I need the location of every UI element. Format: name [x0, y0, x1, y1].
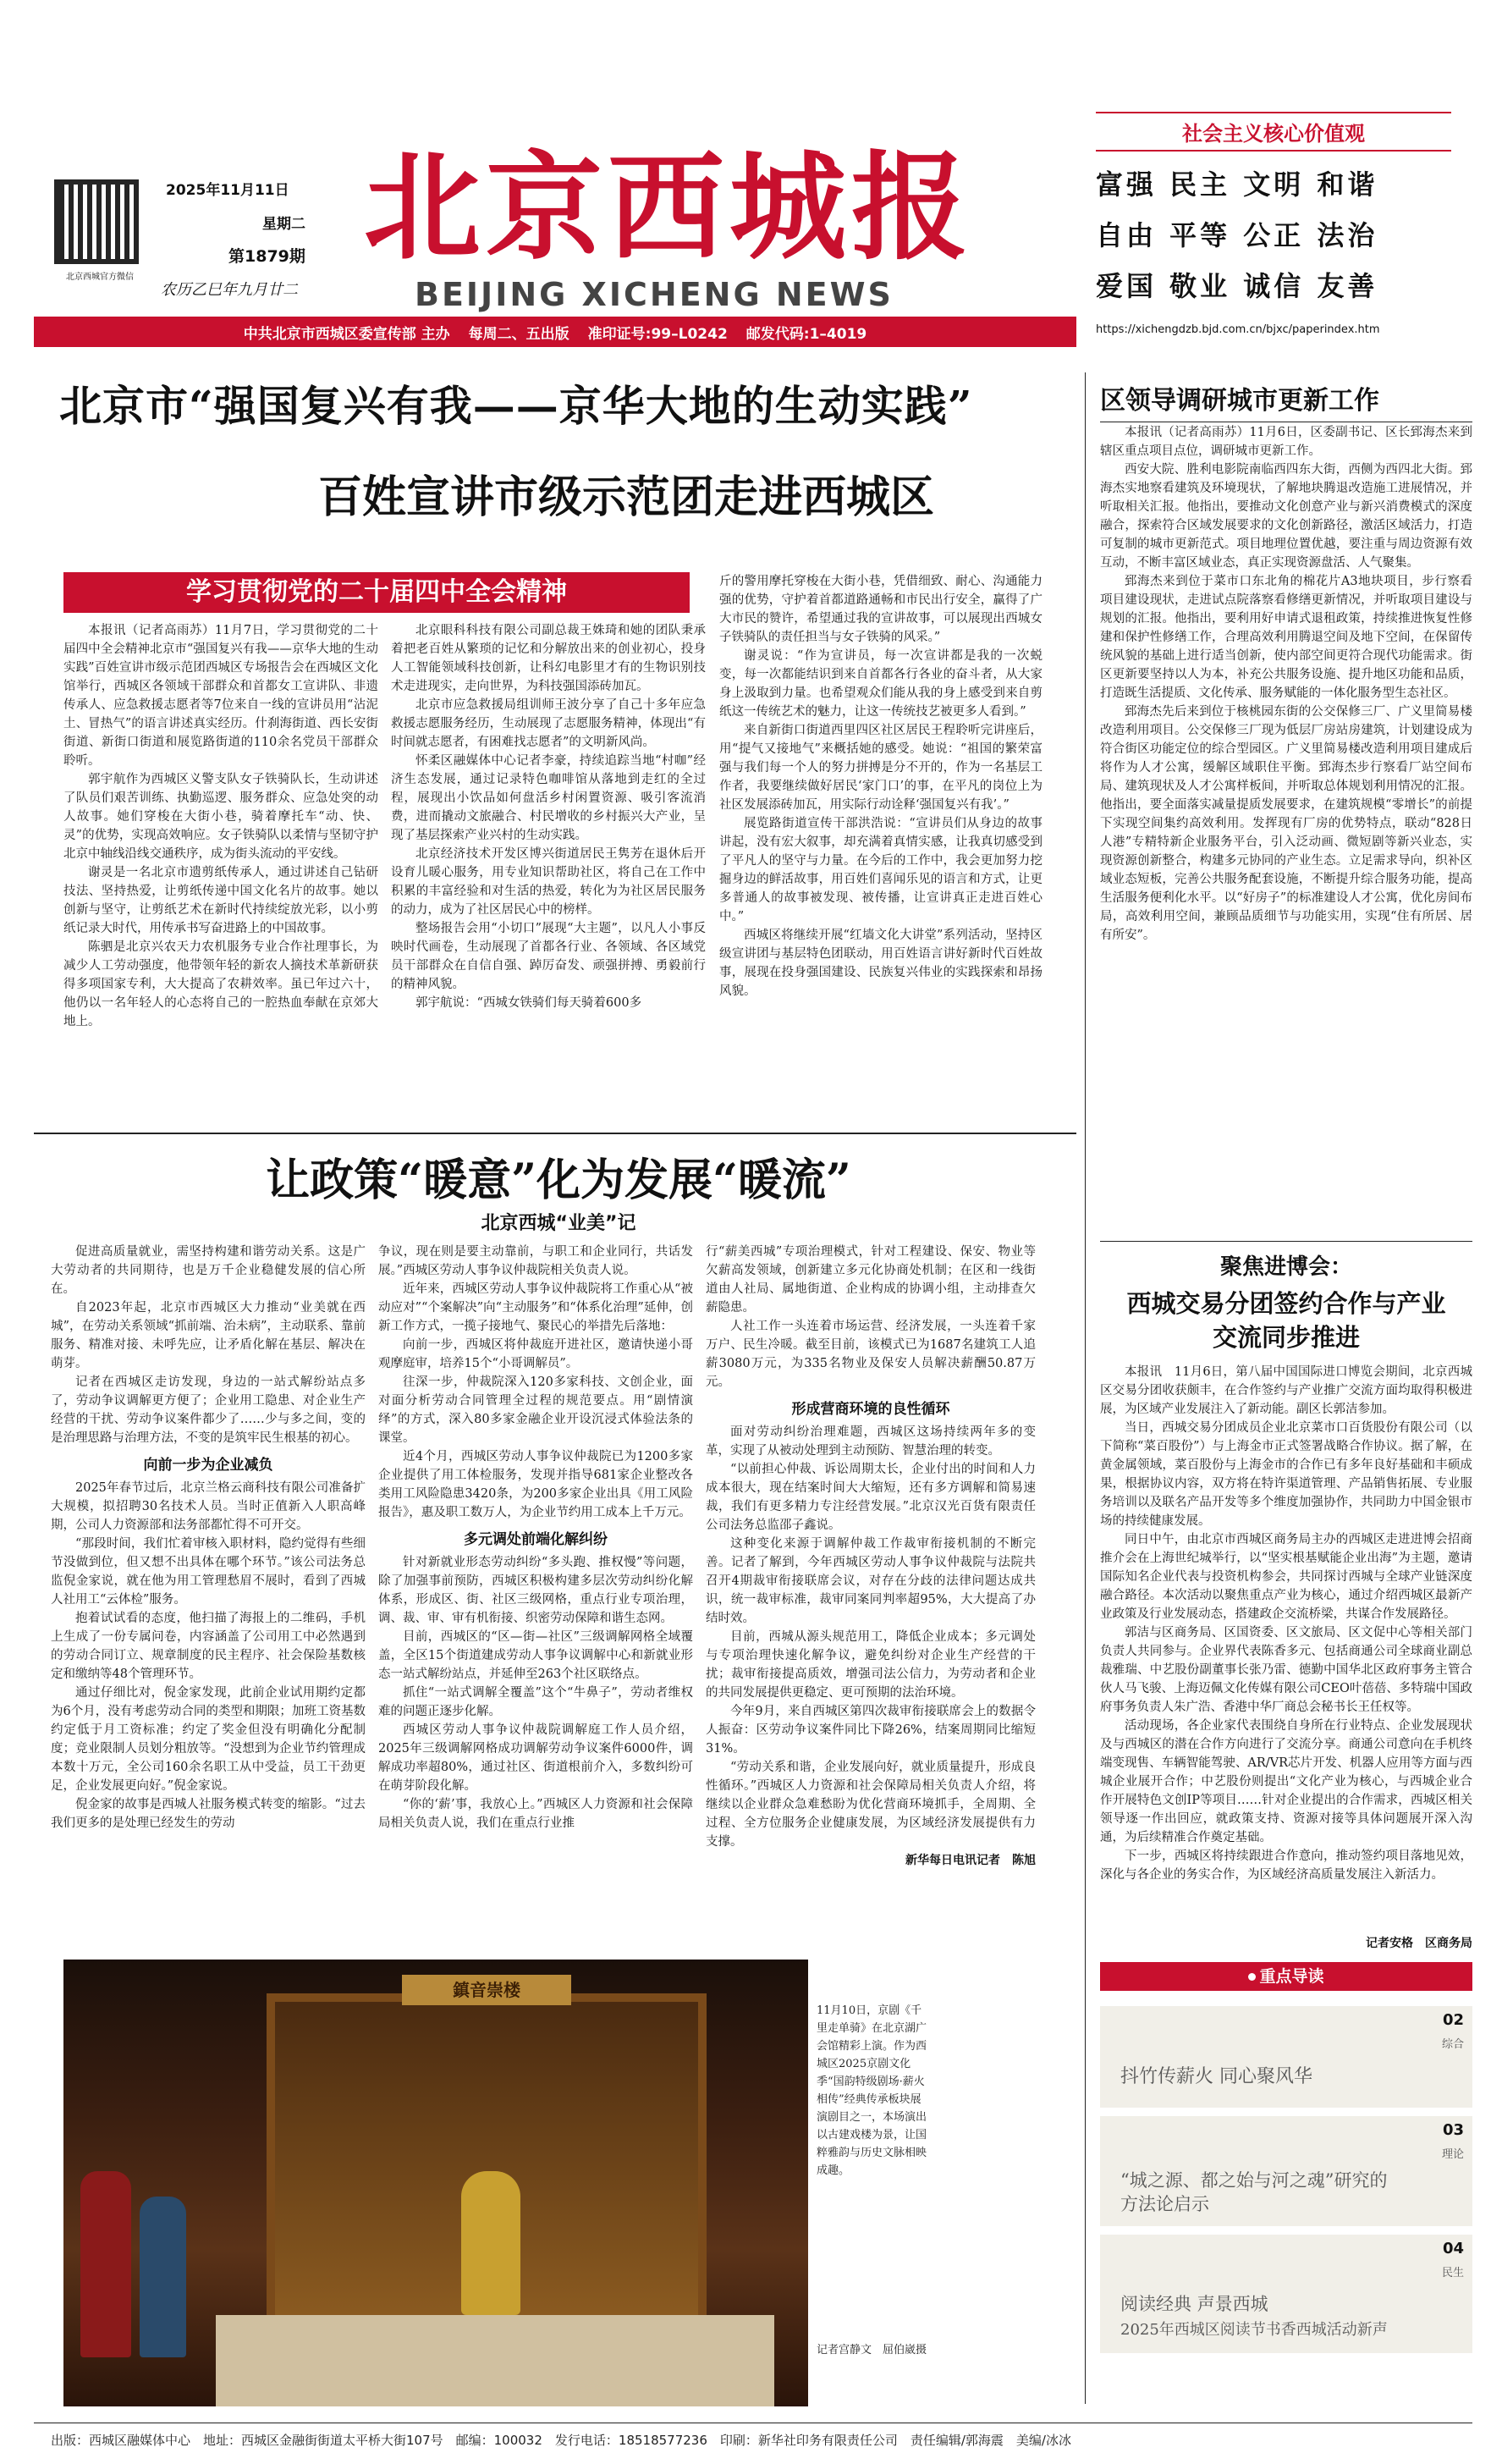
values-row: 富强 民主 文明 和谐: [1096, 168, 1378, 201]
values-title: 社会主义核心价值观: [1096, 112, 1451, 152]
divider: [1100, 1241, 1472, 1242]
subheading: 向前一步为企业减负: [143, 1457, 273, 1474]
guide-page: 02: [1442, 2011, 1464, 2029]
guide-title-text: 重点导读: [1259, 1967, 1324, 1986]
guide-section: 综合: [1441, 2038, 1464, 2051]
values-box: [1096, 112, 1451, 315]
paragraph: 本报讯 11月6日，第八届中国国际进口博览会期间，北京西城区交易分团收获颇丰，在合作签约与产业推广交流方面均取得积极进展，为区域产业发展注入了新动能。副区长郭洁参加。: [1100, 1365, 1472, 1416]
performer: [80, 2171, 131, 2357]
paragraph: 抓住“一站式调解全覆盖”这个“牛鼻子”，劳动者维权难的问题正逐步化解。: [378, 1686, 693, 1718]
side2-byline: 记者安格 区商务局: [1366, 1937, 1472, 1950]
weekday: 星期二: [262, 216, 305, 233]
story2-col-3: [706, 1243, 1036, 1954]
guide-text: 阅读经典 声景西城: [1120, 2294, 1268, 2314]
byline: 新华每日电讯记者 陈旭: [905, 1854, 1036, 1867]
paragraph: 倪金家的故事是西城人社服务模式转变的缩影。“过去我们更多的是处理已经发生的劳动: [51, 1798, 366, 1830]
story2-col-2: [378, 1243, 693, 1954]
masthead-title: 北京西城报: [364, 138, 974, 276]
paragraph: 西城区劳动人事争议仲裁院调解庭工作人员介绍，2025年三级调解网格成功调解劳动争议案件6000件，调解成功率超80%，通过社区、街道根前介入，多数纠纷可在萌芽阶段化解。: [378, 1723, 693, 1793]
lead-subheadline: 百姓宣讲市级示范团走进西城区: [317, 471, 934, 523]
subheading: 形成营商环境的良性循环: [791, 1401, 950, 1418]
stage-plaque: 鎮音崇楼: [402, 1975, 571, 2005]
guide-text: 抖竹传薪火 同心聚风华: [1120, 2066, 1312, 2087]
side2-headline: 西城交易分团签约合作与产业交流同步推进: [1126, 1289, 1446, 1352]
divider: [34, 1133, 1076, 1134]
paragraph: 斤的警用摩托穿梭在大街小巷，凭借细致、耐心、沟通能力强的优势，守护着首都道路通畅和市民出行安全，赢得了广大市民的赞许，希望通过我的宣讲故事，可以展现出西城女子铁骑队的责任担当与女子铁骑的风采。”: [719, 575, 1043, 644]
paragraph: 本报讯（记者高雨苏）11月6日，区委副书记、区长郅海杰来到辖区重点项目点位，调研城市更新工作。: [1100, 426, 1472, 458]
paragraph: 本报讯（记者高雨苏）11月7日，学习贯彻党的二十届四中全会精神北京市“强国复兴有我——京华大地的生动实践”百姓宣讲市级示范团西城区专场报告会在西城区文化馆举行，西城区各领域干部群众和首都女工宣讲队、非遗传承人、应急救援志愿者等7位来自一线的宣讲员用“沾泥土、冒热气”的语言讲述真实经历。什刹海街道、西长安街街道、新街口街道和展览路街道的110余名党员干部群众聆听。: [63, 624, 378, 768]
paragraph: 自2023年起，北京市西城区大力推动“业美就在西城”，在劳动关系领域“抓前端、治未病”，主动联系、靠前服务、精准对接、未呼先应，让矛盾化解在基层、解决在萌芽。: [51, 1301, 366, 1370]
date: 2025年11月11日: [166, 182, 289, 199]
masthead-bar: [34, 317, 1076, 347]
paragraph: 针对新就业形态劳动纠纷“多头跑、推权慢”等问题，除了加强事前预防，西城区积极构建多层次劳动纠纷化解体系，形成区、街、社区三级网格，重点行业专项治理，调、裁、审、审有机衔接、织密劳动保障和谐生态网。: [378, 1556, 693, 1625]
paragraph: 谢灵是一名北京市遗剪纸传承人，通过讲述自己钻研技法、坚持热爱，让剪纸传递中国文化名片的故事。她以创新与坚守，让剪纸艺术在新时代持续绽放光彩，以小剪纸记录大时代，用传承书写奋进路上的中国故事。: [63, 866, 378, 935]
paragraph: 郭宇航作为西城区义警支队女子铁骑队长，生动讲述了队员们艰苦训练、执勤巡逻、服务群众、应急处突的动人故事。她们穿梭在大街小巷，骑着摩托车“动、快、灵”的优势，实现高效响应。女子铁骑队以柔情与坚韧守护北京中轴线沿线交通秩序，成为街头流动的平安线。: [63, 773, 378, 861]
paragraph: 郭洁与区商务局、区国资委、区文旅局、区文促中心等相关部门负责人共同参与。企业界代表陈香多元、包括商通公司全球商业副总裁雅瑞、中艺股份副董事长张乃雷、德勤中国华北区政府事务主管合伙人马飞骏、上海迈佩文化传媒有限公司CEO叶蓓蓓、多特瑞中国政府事务负责人朱广浩、香港中华厂商总会秘书长王任权等。: [1100, 1626, 1472, 1714]
lead-col-3: [719, 572, 1043, 1000]
paragraph: 往深一步，仲裁院深入120多家科技、文创企业，面对面分析劳动合同管理全过程的规范要点。用“剧情演绎”的方式，深入80多家金融企业开设沉浸式体验法条的课堂。: [378, 1375, 693, 1445]
paragraph: 向前一步，西城区将仲裁庭开进社区，邀请快递小哥观摩庭审，培养15个“小哥调解员”。: [378, 1338, 693, 1370]
paragraph: “你的‘薪’事，我放心上。”西城区人力资源和社会保障局相关负责人说，我们在重点行业推: [378, 1798, 693, 1830]
lead-col-2: [391, 621, 706, 1012]
side1-body: [1100, 423, 1472, 945]
photo-caption: 11月10日，京剧《千里走单骑》在北京湖广会馆精彩上演。作为西城区2025京剧文化季“国韵特级剧场·薪火相传”经典传承板块展演剧目之一，本场演出以古建戏楼为景，让国粹雅韵与历史文脉相映成趣。: [817, 2004, 927, 2177]
lead-headline: 北京市“强国复兴有我——京华大地的生动实践”: [59, 381, 973, 431]
issue: 第1879期: [228, 247, 305, 266]
paragraph: 北京经济技术开发区博兴街道居民王隽芳在退休后开设育儿暖心服务，用专业知识帮助社区，将自己在工作中积累的丰富经验和对生活的热爱，转化为为社区居民服务的动力，成为了社区居民心中的榜样。: [391, 847, 706, 917]
photo-credit: 记者宫静文 屈伯崴摄: [817, 2344, 927, 2357]
paragraph: 今年9月，来自西城区第四次裁审衔接联席会上的数据令人振奋：区劳动争议案件同比下降26%，结案周期同比缩短31%。: [706, 1705, 1036, 1756]
paragraph: 通过仔细比对，倪金家发现，此前企业试用期约定都为6个月，没有考虑劳动合同的类型和期限；加班工资基数约定低于月工资标准；约定了奖金但没有明确化分配制度；竞业限制人员划分粗放等。“没想到为企业节约管理成本数十万元，全公司160余名职工从中受益，员工干劲更足，企业发展更向好。”倪金家说。: [51, 1686, 366, 1793]
paragraph: 来自新街口街道西里四区社区居民王程聆听完讲座后，用“提气又接地气”来概括她的感受。她说：“祖国的繁荣富强与我们每一个人的努力拼搏是分不开的，作为一名基层工作者，我要继续做好居民‘家门口’的事，在平凡的岗位上为社区发展添砖加瓦，用实际行动诠释‘强国复兴有我’。”: [719, 724, 1043, 812]
values-row: 爱国 敬业 诚信 友善: [1096, 270, 1378, 302]
qr-caption: 北京西城官方微信: [66, 273, 134, 282]
paragraph: 促进高质量就业，需坚持构建和谐劳动关系。这是广大劳动者的共同期待，也是万千企业稳健发展的信心所在。: [51, 1245, 366, 1296]
paragraph: 当日，西城交易分团成员企业北京菜市口百货股份有限公司（以下简称“菜百股份”）与上海金市正式签署战略合作协议。据了解，在黄金属领域，菜百股份与上海金市的合作已有多年良好基础和丰硕成果，根据协议内容，双方将在特许渠道管理、产品销售拓展、专业服务培训以及联名产品开发等多个维度加强协作，共同助力中国金银市场的持续健康发展。: [1100, 1421, 1472, 1528]
paragraph: 整场报告会用“小切口”展现“大主题”，以凡人小事反映时代画卷，生动展现了首都各行业、各领域、各区域党员干部群众在自信自强、踔厉奋发、顽强拼搏、勇毅前行的精神风貌。: [391, 922, 706, 991]
paragraph: 郅海杰先后来到位于核桃园东街的公交保修三厂、广义里简易楼改造利用项目。公交保修三厂现为低层厂房站房建筑，计划建设成为符合街区功能定位的综合型园区。广义里简易楼改造利用项目建成后将作为人才公寓，缓解区域职住平衡。郅海杰步行察看厂站空间布局、建筑现状及人才公寓样板间，并听取总体规划利用情况的汇报。他指出，要全面落实减量提质发展要求，在建筑规模“零增长”的前提下实现空间集约高效利用。发挥现有厂房的优势特点，联动“828日人港”专精特新企业服务平台，引入泛动画、微短剧等新兴业态，实现资源创新整合，构建多元协同的产业生态。立足需求导向，织补区域业态短板，完善公共服务配套设施，不断提升综合服务功能，提高生活服务便利化水平。以“好房子”的标准建设人才公寓，优化房间布局，高效利用空间，兼顾品质细节与功能实用，实现“住有所居、居有所安”。: [1100, 705, 1472, 942]
lead-col-1: [63, 621, 378, 1031]
lead-banner: 学习贯彻党的二十届四中全会精神: [63, 572, 690, 613]
subheading: 多元调处前端化解纠纷: [464, 1531, 608, 1548]
paragraph: 面对劳动纠纷治理难题，西城区这场持续两年多的变革，实现了从被动处理到主动预防、智慧治理的转变。: [706, 1425, 1036, 1458]
opera-photo[interactable]: [63, 1960, 935, 2406]
paragraph: “劳动关系和谐，企业发展向好，就业质量提升，形成良性循环。”西城区人力资源和社会保障局相关负责人介绍，将继续以企业群众急难愁盼为优化营商环境抓手，全周期、全过程、全方位服务企业健康发展，为区域经济发展提供有力支撑。: [706, 1761, 1036, 1849]
performer: [140, 2197, 186, 2357]
paragraph: 近4个月，西城区劳动人事争议仲裁院已为1200多家企业提供了用工体检服务，发现并指导681家企业整改各类用工风险隐患3420条，为200多家企业出具《用工风险报告》，惠及职工数万人，为企业节约用工成本上千万元。: [378, 1450, 693, 1519]
paragraph: 下一步，西城区将持续跟进合作意向，推动签约项目落地见效，深化与各企业的务实合作，为区域经济高质量发展注入新活力。: [1100, 1849, 1472, 1882]
paragraph: 近年来，西城区劳动人事争议仲裁院将工作重心从“被动应对”“个案解决”向“主动服务”和“体系化治理”延伸，创新工作方式，一揽子接地气、聚民心的举措先后落地：: [378, 1282, 693, 1333]
story2-subhead: 北京西城“业美”记: [481, 1213, 636, 1234]
guide-item[interactable]: [1100, 2006, 1472, 2108]
paragraph: 陈驷是北京兴农天力农机服务专业合作社理事长，为减少人工劳动强度，他带领年轻的新农人摘技术革新研获得多项国家专利，大大提高了农耕效率。虽已年过六十，他仍以一名年轻人的心态将自己的一腔热血奉献在京郊大地上。: [63, 940, 378, 1028]
paragraph: 2025年春节过后，北京兰格云商科技有限公司准备扩大规模，拟招聘30名技术人员。当时正值新入人职高峰期，公司人力资源部和法务部都忙得不可开交。: [51, 1481, 366, 1532]
story2-headline: 让政策“暖意”化为发展“暖流”: [266, 1155, 851, 1206]
guide-item[interactable]: [1100, 2116, 1472, 2226]
stage-floor: [216, 2315, 774, 2406]
paragraph: 活动现场，各企业家代表围绕自身所在行业特点、企业发展现状及与西城区的潜在合作方向进行了交流分享。商通公司意向在手机终端变现售、车辆智能驾驶、AR/VR芯片开发、机器人应用等方面与西城企业展开合作；中艺股份则提出“文化产业为核心，与西城企业合作开展特色文创IP等项目……针对企业提出的合作需求，西城区相关领导逐一作出回应，就政策支持、资源对接等具体问题展开深入沟通，为后续精准合作奠定基础。: [1100, 1719, 1472, 1844]
story2-col-1: [51, 1243, 366, 1954]
guide-section: 理论: [1441, 2148, 1464, 2161]
guide-page: 03: [1442, 2121, 1464, 2139]
paragraph: 怀柔区融媒体中心记者李豪，持续追踪当地“村咖”经济生态发展，通过记录特色咖啡馆从落地到走红的全过程，展现出小饮品如何盘活乡村闲置资源、吸引客流消费，进而撬动文旅融合、村民增收的乡村振兴大产业，呈现了基层探索产业兴村的生动实践。: [391, 754, 706, 842]
paragraph: 记者在西城区走访发现，身边的一站式解纷站点多了，劳动争议调解更方便了；企业用工隐患、对企业生产经营的干扰、劳动争议案件都少了……少与多之间，变的是治理思路与治理方法，不变的是筑牢民生根基的初心。: [51, 1375, 366, 1445]
lunar-date: 农历乙巳年九月廿二: [161, 281, 298, 299]
guide-box: [1100, 1962, 1472, 2419]
side1-headline: 区领导调研城市更新工作: [1100, 379, 1472, 422]
guide-section: 民生: [1441, 2267, 1464, 2279]
paragraph: 北京市应急救援局组训师王波分享了自己十多年应急救援志愿服务经历，生动展现了志愿服务精神，体现出“有时间就志愿者，有困难找志愿者”的文明新风尚。: [391, 698, 706, 749]
guide-text: “城之源、都之始与河之魂”研究的方法论启示: [1120, 2170, 1388, 2214]
paragraph: 北京眼科科技有限公司副总裁王姝琦和她的团队秉承着把老百姓从繁琐的记忆和分解放出来的创业初心，投身人工智能领域科技创新，让科幻电影里才有的生物识别技术走进现实，走向世界，为科技强国添砖加瓦。: [391, 624, 706, 693]
paragraph: 争议，现在则是要主动靠前，与职工和企业同行，共话发展。”西城区劳动人事争议仲裁院相关负责人说。: [378, 1245, 693, 1277]
guide-item[interactable]: [1100, 2235, 1472, 2353]
paragraph: 同日中午，由北京市西城区商务局主办的西城区走进进博会招商推介会在上海世纪城举行，以“坚实根基赋能企业出海”为主题，邀请国际知名企业代表与投资机构参会，共同探讨西城与全球产业链深度融合路径。本次活动以聚焦重点产业为核心，通过介绍西城区最新产业政策及行业发展动态，搭建政企交流桥梁，共谋合作发展路径。: [1100, 1533, 1472, 1621]
footer: 出版：西城区融媒体中心 地址：西城区金融街街道太平桥大街107号 邮编：100032 发行电话：18518577236 印刷：新华社印务有限责任公司 责任编辑/郭海震 美编/冰冰: [51, 2433, 1071, 2448]
paragraph: 目前，西城从源头规范用工，降低企业成本；多元调处与专项治理快速化解争议，避免纠纷对企业生产经营的干扰；裁审衔接提高质效，增强司法公信力，为劳动者和企业的共同发展提供更稳定、更可预期的法治环境。: [706, 1630, 1036, 1700]
qr-code[interactable]: [54, 179, 139, 264]
side2-body: [1100, 1363, 1472, 1930]
masthead-url[interactable]: https://xichengdzb.bjd.com.cn/bjxc/paperindex.htm: [1096, 323, 1380, 336]
sponsor: 中共北京市西城区委宣传部 主办: [243, 325, 450, 343]
values-row: 自由 平等 公正 法治: [1096, 219, 1378, 251]
paragraph: 郭宇航说：“西城女铁骑们每天骑着600多: [415, 996, 642, 1010]
paragraph: 郅海杰来到位于菜市口东北角的棉花片A3地块项目，步行察看项目建设现状，走进试点院落察看修缮更新情况，并听取项目建设与规划的汇报。他指出，要利用好申请式退租政策，持续推进恢复性修建和保护性修缮工作，合理高效利用腾退空间及地下空间，在保留传统风貌的基础上进行适当创新，使内部空间更符合现代功能需求。街区更新要坚持以人为本，补充公共服务设施、提升地区功能和品质，打造既生活提质、文化传承、服务赋能的一体化服务型生态社区。: [1100, 575, 1472, 700]
paragraph: 谢灵说：“作为宣讲员，每一次宣讲都是我的一次蜕变，每一次都能结识到来自首都各行各业的奋斗者，从大家身上汲取到力量。也希望观众们能从我的身上感受到来自剪纸这一传统艺术的魅力，让这一传统技艺被更多人看到。”: [719, 649, 1043, 719]
masthead-pinyin: BEIJING XICHENG NEWS: [415, 276, 894, 313]
paragraph: 人社工作一头连着市场运营、经济发展，一头连着千家万户、民生冷暖。截至目前，该模式已为1687名建筑工人追薪3080万元，为335名物业及保安人员解决薪酬50.87万元。: [706, 1320, 1036, 1389]
side2-kicker: 聚焦进博会：: [1219, 1254, 1352, 1280]
bullet-icon: [1248, 1973, 1256, 1981]
permit: 准印证号:99–L0242: [587, 325, 728, 343]
paragraph: 西城区将继续开展“红墙文化大讲堂”系列活动，坚持区级宣讲团与基层特色团联动，用百姓语言讲好新时代百姓故事，展现在投身强国建设、民族复兴伟业的实践探索和昂扬风貌。: [719, 929, 1043, 998]
frequency: 每周二、五出版: [468, 325, 569, 343]
column-rule: [1085, 372, 1086, 2404]
paragraph: 展览路街道宣传干部洪浩说：“宣讲员们从身边的故事讲起，没有宏大叙事，却充满着真情实感，让我真切感受到了平凡人的坚守与力量。在今后的工作中，我会更加努力挖掘身边的鲜活故事，用百姓们喜闻乐见的语言和方式，让更多普通人的故事被发现、被传播，让宣讲真正走进百姓心中。”: [719, 817, 1043, 923]
paragraph: 行“薪美西城”专项治理模式，针对工程建设、保安、物业等欠薪高发领域，创新建立多元化协商处机制；在区和一线街道由人社局、属地街道、企业构成的协调小组，主动排查欠薪隐患。: [706, 1245, 1036, 1315]
paragraph: “那段时间，我们忙着审核入职材料，隐约觉得有些细节没做到位，但又想不出具体在哪个环节。”该公司法务总监倪金家说，就在他为用工管理愁眉不展时，看到了西城人社用工“云体检”服务。: [51, 1537, 366, 1607]
paragraph: “以前担心仲裁、诉讼周期太长，企业付出的时间和人力成本很大，现在结案时间大大缩短，还有多方调解和简易速裁，我们有更多精力专注经营发展。”北京汉光百货有限责任公司法务总监邵子鑫说。: [706, 1463, 1036, 1532]
guide-text-2: 2025年西城区阅读节书香西城活动新声: [1120, 2321, 1388, 2339]
guide-page: 04: [1442, 2240, 1464, 2257]
paragraph: 目前，西城区的“区—街—社区”三级调解网格全域覆盖，全区15个街道建成劳动人事争议调解中心和新就业形态一站式解纷站点，并延伸至263个社区联络点。: [378, 1630, 693, 1681]
paragraph: 这种变化来源于调解仲裁工作裁审衔接机制的不断完善。记者了解到，今年西城区劳动人事争议仲裁院与法院共召开4期裁审衔接联席会议，对存在分歧的法律问题达成共识，统一裁审标准，裁审同案同判率超95%，大大提高了办结时效。: [706, 1537, 1036, 1625]
guide-title: [1100, 1962, 1472, 1991]
postcode: 邮发代码:1–4019: [745, 325, 867, 343]
performer: [461, 2171, 520, 2315]
paragraph: 西安大院、胜利电影院南临西四东大街，西侧为西四北大街。郅海杰实地察看建筑及环境现状，了解地块腾退改造施工进展情况，并听取相关汇报。他指出，要推动文化创意产业与新兴消费模式的深度融合，探索符合区域发展要求的文化创新路径，激活区域活力，打造可复制的城市更新范式。项目地理位置优越，要注重与周边资源有效互动，不断丰富区域业态，真正实现资源盘活、人气聚集。: [1100, 463, 1472, 570]
paragraph: 抱着试试看的态度，他扫描了海报上的二维码，手机上生成了一份专属问卷，内容涵盖了公司用工中必然遇到的劳动合同订立、规章制度的民主程序、社会保险基数核定和缴纳等48个管理环节。: [51, 1612, 366, 1681]
